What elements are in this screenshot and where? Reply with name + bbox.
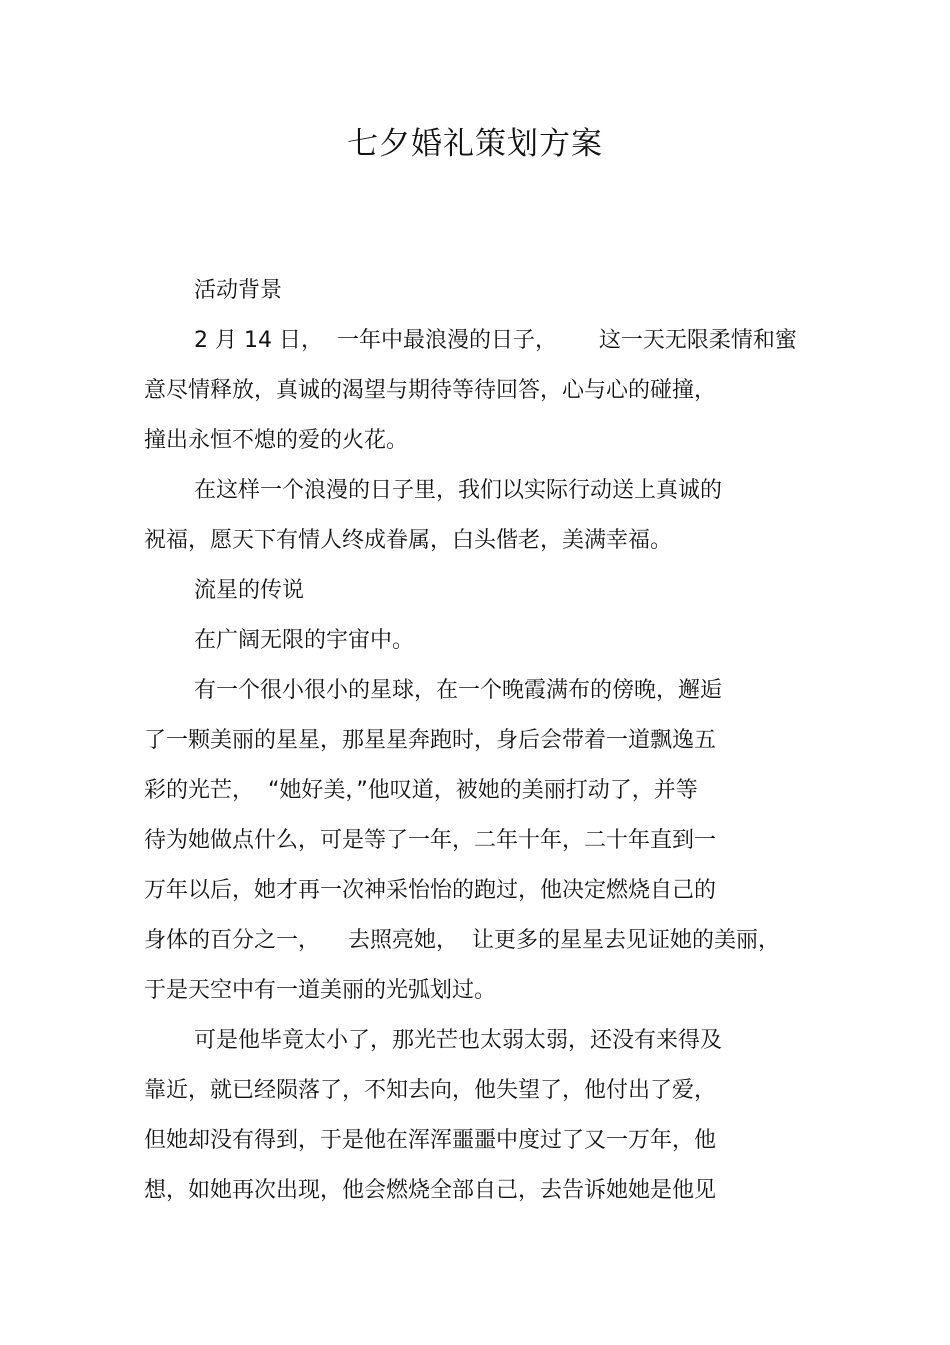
section-heading: 流星的传说 [194,578,305,603]
paragraph-line: 彩的光芒， “她好美，”他叹道，被她的美丽打动了，并等 [144,778,698,803]
paragraph-line: 有一个很小很小的星球，在一个晚霞满布的傍晚，邂逅 [194,678,723,703]
paragraph-line: 万年以后，她才再一次神采怡怡的跑过，他决定燃烧自己的 [144,878,717,903]
section-heading: 活动背景 [194,278,283,303]
paragraph-line: 靠近，就已经陨落了，不知去向，他失望了，他付出了爱， [144,1078,717,1103]
paragraph-line: 祝福，愿天下有情人终成眷属，白头偕老，美满幸福。 [144,528,673,553]
paragraph-line: 身体的百分之一， 去照亮她， 让更多的星星去见证她的美丽， [144,928,780,953]
paragraph-line: 撞出永恒不熄的爱的火花。 [144,428,409,453]
paragraph-line: 在这样一个浪漫的日子里，我们以实际行动送上真诚的 [194,478,723,503]
paragraph-line: 在广阔无限的宇宙中。 [194,628,415,653]
paragraph-line: 想，如她再次出现，他会燃烧全部自己，去告诉她她是他见 [144,1178,717,1203]
paragraph-line: 待为她做点什么，可是等了一年，二年十年，二十年直到一 [144,828,717,853]
paragraph-line: 但她却没有得到，于是他在浑浑噩噩中度过了又一万年，他 [144,1128,717,1153]
paragraph-line: 意尽情释放，真诚的渴望与期待等待回答，心与心的碰撞， [144,378,717,403]
paragraph-line: 可是他毕竟太小了，那光芒也太弱太弱，还没有来得及 [194,1028,723,1053]
paragraph-line: 于是天空中有一道美丽的光弧划过。 [144,978,497,1003]
paragraph-line: 2 月 14 日， 一年中最浪漫的日子， 这一天无限柔情和蜜 [194,328,797,353]
document-title: 七夕婚礼策划方案 [347,126,603,162]
paragraph-line: 了一颗美丽的星星，那星星奔跑时，身后会带着一道飘逸五 [144,728,717,753]
